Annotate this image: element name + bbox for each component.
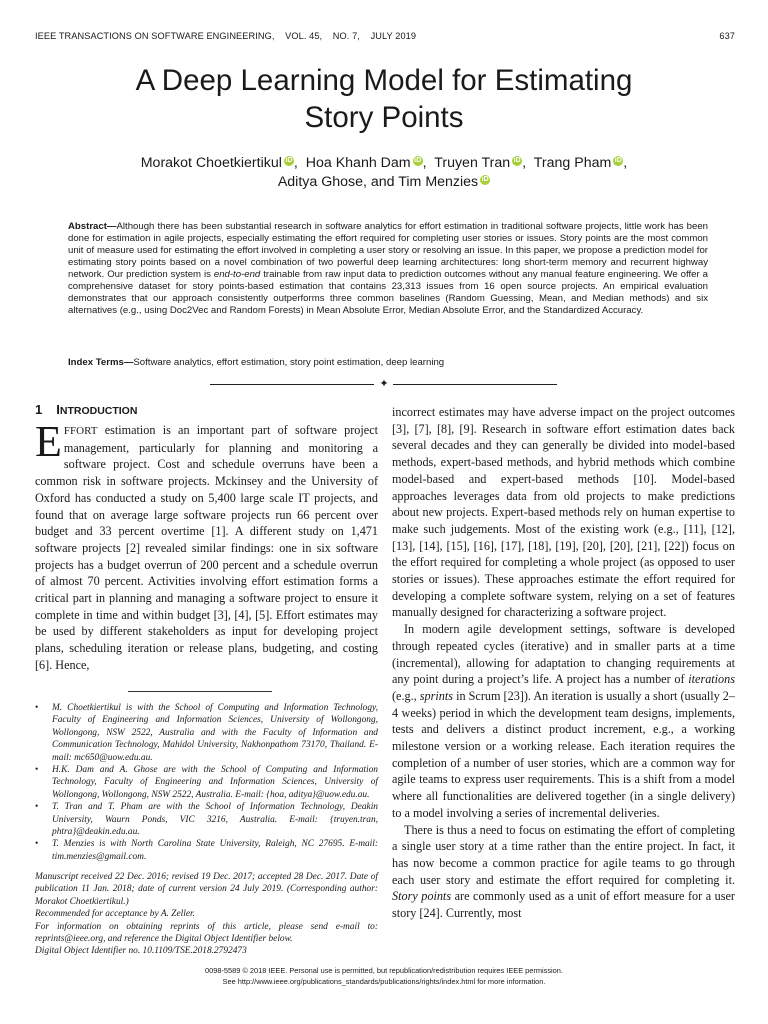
- manuscript-note: For information on obtaining reprints of this article, please send e-mail to: reprints@ieee.org, and reference the Digital Object Identifier below.: [35, 921, 378, 945]
- affiliations: [35, 702, 378, 863]
- section-heading: 1 INTRODUCTION: [35, 402, 138, 417]
- author-list: Morakot Choetkiertikul iD , Hoa Khanh Dam iD , Truyen Tran iD , Trang Pham iD , Aditya Ghose, and Tim Menzies iD: [140, 155, 628, 190]
- divider-rule-right: [393, 384, 557, 385]
- copyright-footer: [60, 966, 708, 987]
- right-paragraph-2: In modern agile development settings, software is developed through repeated cycles (iterative) and in smaller parts at a time (incremental), allowing for adaptation to changing requirements at any point during a project’s life. A project has a number of iterations (e.g., sprints in Scrum [23]). An iteration is usually a short (usually 2–4 weeks) period in which the development team designs, implements, tests and delivers a distinct product increment, e.g., a working milestone version or a working release. Each iteration requires the completion of a number of user stories, which are a common way for agile teams to express user requirements. This is a shift from a model where all functionalities are delivered together (in a single delivery) to a model involving a series of incremental deliveries.: [392, 622, 735, 820]
- index-terms-text: Software analytics, effort estimation, story point estimation, deep learning: [133, 357, 445, 368]
- title-line-1: A Deep Learning Model for Estimating: [135, 64, 633, 97]
- author: Aditya Ghose: [277, 174, 364, 190]
- paper-title: [60, 62, 708, 136]
- manuscript-note: Manuscript received 22 Dec. 2016; revised 19 Dec. 2017; accepted 28 Dec. 2017. Date of publication 11 Jan. 2018; date of current version 24 July 2019. (Corresponding author: Morakot Choetkiertikul.): [35, 872, 378, 907]
- affiliation-item: • M. Choetkiertikul is with the School of Computing and Information Technology, Faculty of Engineering and Information Sciences, University of Wollongong, Wollongong, NSW 2522, Australia and with the Faculty of Information and Communication Technology, Mahidol University, Nakhonpathom 73170, Thailand. E-mail: mc650@uow.edu.au.: [35, 702, 378, 764]
- author: Morakot Choetkiertikul iD: [140, 155, 293, 171]
- diamond-icon: ✦: [379, 378, 389, 390]
- dropcap: E: [35, 417, 62, 466]
- affiliation-item: • H.K. Dam and A. Ghose are with the School of Computing and Information Technology, Faculty of Engineering and Information Sciences, University of Wollongong, Wollongong, NSW 2522, Australia. E-mail: {hoa, aditya}@uow.edu.au.: [35, 764, 378, 801]
- abstract-text: Although there has been substantial research in software analytics for effort estimation in traditional software projects, little work has been done for estimation in agile projects, especially estimating the effort required for completing user stories or issues. Story points are the most common unit of measure used for estimating the effort involved in completing a user story or resolving an issue. In this paper, we propose a prediction model for estimating story points based on a novel combination of two powerful deep learning architectures: long short-term memory and recurrent highway network. Our prediction system is: [68, 221, 708, 281]
- orcid-icon[interactable]: iD: [285, 157, 293, 164]
- abstract-label: Abstract: [68, 221, 107, 232]
- title-line-2: Story Points: [304, 101, 464, 134]
- index-terms: Index Terms—Software analytics, effort estimation, story point estimation, deep learning: [68, 357, 445, 368]
- divider-rule-left: [210, 384, 374, 385]
- orcid-icon[interactable]: iD: [513, 157, 521, 164]
- author: Tim Menzies iD: [398, 174, 489, 190]
- author: Hoa Khanh Dam iD: [305, 155, 422, 171]
- right-paragraph-3: There is thus a need to focus on estimating the effort of completing a single user story at a time rather than the entire project. In fact, it has now become a common practice for agile teams to go through each user story and estimate the effort required for completing it. Story points are commonly used as a unit of effort measure for a user story [24]. Currently, most: [392, 822, 735, 921]
- journal-line: IEEE TRANSACTIONS ON SOFTWARE ENGINEERING, VOL. 45, NO. 7, JULY 2019: [35, 31, 417, 41]
- footnote-rule: [128, 691, 272, 692]
- orcid-icon[interactable]: iD: [481, 176, 489, 183]
- page-number: 637: [719, 31, 735, 41]
- manuscript-note: Recommended for acceptance by A. Zeller.: [35, 909, 195, 920]
- right-column: [392, 404, 735, 922]
- left-column: [35, 400, 378, 674]
- copyright-line: 0098-5589 © 2018 IEEE. Personal use is permitted, but republication/redistribution requires IEEE permission.: [205, 966, 563, 975]
- manuscript-notes: [35, 871, 378, 958]
- rights-link[interactable]: See http://www.ieee.org/publications_standards/publications/rights/index.html for more information.: [222, 976, 546, 986]
- abstract: Abstract—Although there has been substantial research in software analytics for effort estimation in traditional software projects, little work has been done for estimation in agile projects, especially estimating the effort required for completing user stories or issues. Story points are the most common unit of measure used for estimating the effort involved in completing a user story or resolving an issue. In this paper, we propose a prediction model for estimating story points based on a novel combination of two powerful deep learning architectures: long short-term memory and recurrent highway network. Our prediction system is end-to-end trainable from raw input data to prediction outcomes without any manual feature engineering. We offer a comprehensive dataset for story points-based estimation that contains 23,313 issues from 16 open source projects. An empirical evaluation demonstrates that our approach consistently outperforms three common baselines (Random Guessing, Mean, and Median methods) and six alternatives (e.g., using Doc2Vec and Random Forests) in Mean Absolute Error, Median Absolute Error, and the Standardized Accuracy.: [68, 221, 708, 317]
- intro-paragraph: EFFORT estimation is an important part of software project management, particularly for planning and monitoring a software project. Cost and schedule overruns have been a common risk in software projects. Mckinsey and the University of Oxford has conducted a study on 5,400 large scale IT projects, and found that on average large software projects run 66 percent over budget and 33 percent overtime [1]. A different study on 1,471 software projects [2] revealed similar findings: one in six software projects has a budget overrun of 200 percent and a schedule overrun of almost 70 percent. Activities involving effort estimation forms a critical part in planning and managing a software project to ensure it complete in time and within budget [3], [4], [5]. Effort estimates may be used by different stakeholders as input for developing project plans, scheduling iteration or release plans, budgeting, and costing [6]. Hence,: [35, 417, 378, 672]
- running-head: [35, 31, 735, 45]
- orcid-icon[interactable]: iD: [414, 157, 422, 164]
- author: Trang Pham iD: [533, 155, 622, 171]
- affiliation-item: • T. Menzies is with North Carolina State University, Raleigh, NC 27695. E-mail: tim.menzies@gmail.com.: [35, 838, 378, 863]
- orcid-icon[interactable]: iD: [614, 157, 622, 164]
- index-terms-label: Index Terms: [68, 357, 124, 368]
- section-number: 1: [35, 402, 43, 417]
- affiliation-item: • T. Tran and T. Pham are with the School of Information Technology, Deakin University, Waurn Ponds, VIC 3216, Australia. E-mail: {truyen.tran, phtra}@deakin.edu.au.: [35, 801, 378, 838]
- manuscript-note: Digital Object Identifier no. 10.1109/TSE.2018.2792473: [35, 946, 247, 957]
- author: Truyen Tran iD: [434, 155, 521, 171]
- right-paragraph-1: incorrect estimates may have adverse impact on the project outcomes [3], [7], [8], [9]. Research in software effort estimation dates back several decades and they can generally be divided into model-based methods, expert-based methods, and hybrid methods which combine model-based and expert-based methods [10]. Model-based approaches leverages data from old projects to make predictions about new projects. Expert-based methods rely on human expertise to make such judgements. Most of the existing work (e.g., [11], [12], [13], [14], [15], [16], [17], [18], [19], [20], [20], [21], [22]) focus on the effort required for completing a whole project (as opposed to user stories or issues). These approaches estimate the effort required for developing a complete software system, relying on a set of features manually designed for characterizing a software project.: [392, 405, 735, 620]
